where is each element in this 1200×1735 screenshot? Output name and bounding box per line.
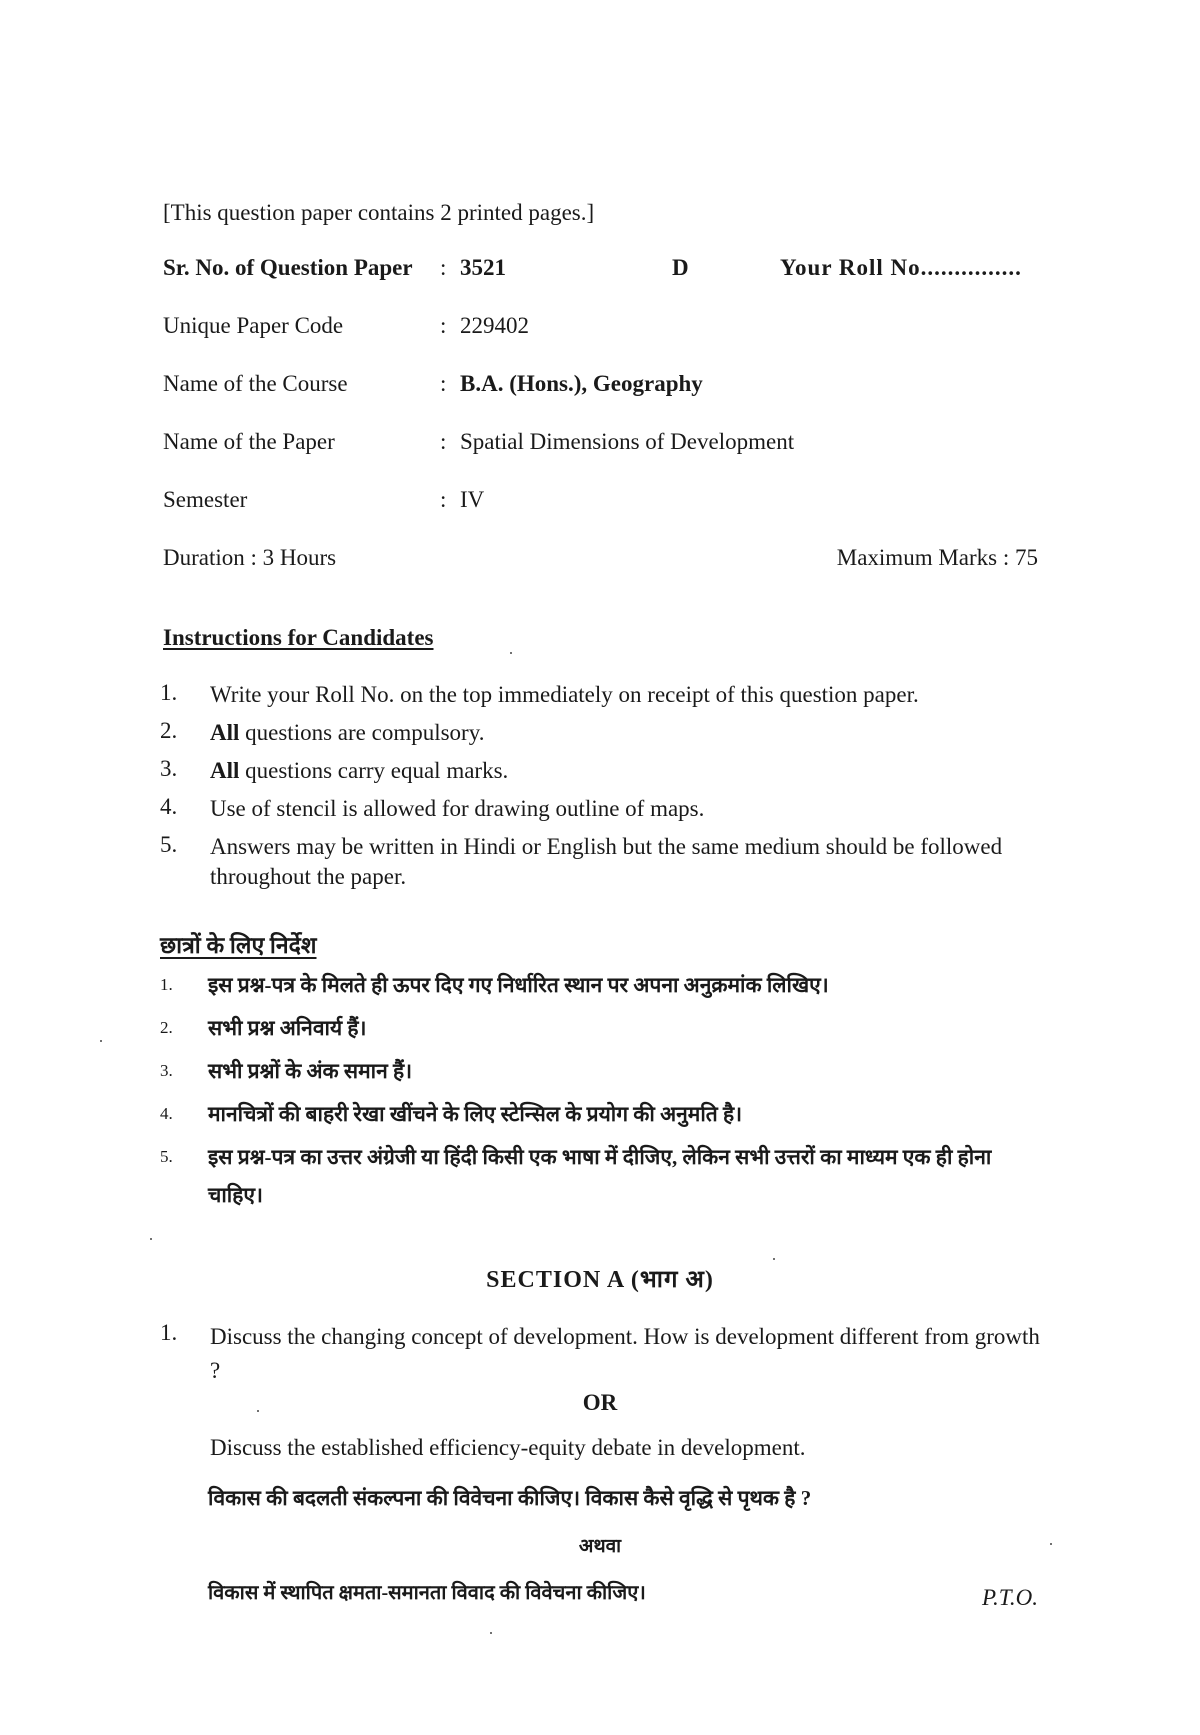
instruction-number-hi: 5.: [160, 1147, 173, 1166]
sr-no-label: Sr. No. of Question Paper: [163, 255, 413, 280]
instruction-number: 4.: [160, 794, 178, 819]
or-separator: OR: [582, 1390, 618, 1415]
instruction-number: 5.: [160, 832, 178, 857]
set-code: D: [672, 255, 689, 280]
colon: :: [440, 313, 447, 338]
semester-label: Semester: [163, 487, 248, 512]
or-separator-hi: अथवा: [578, 1536, 622, 1557]
instruction-number: 3.: [160, 756, 178, 781]
unique-code-value: 229402: [460, 313, 529, 338]
question-number: 1.: [160, 1320, 178, 1345]
instruction-rest: questions carry equal marks.: [239, 758, 509, 783]
scan-speck: [773, 1258, 775, 1260]
instructions-heading-en: Instructions for Candidates: [163, 625, 434, 650]
scan-speck: [490, 1632, 492, 1634]
scan-speck: [510, 652, 512, 654]
colon: :: [440, 429, 447, 454]
question-1-alternative: Discuss the established efficiency-equity debate in development.: [210, 1435, 806, 1460]
instructions-heading-hi: छात्रों के लिए निर्देश: [160, 933, 317, 958]
paper-value: Spatial Dimensions of Development: [460, 429, 795, 454]
course-value: B.A. (Hons.), Geography: [460, 371, 703, 396]
instruction-text-hi: मानचित्रों की बाहरी रेखा खींचने के लिए स्टेन्सिल के प्रयोग की अनुमति है।: [208, 1102, 743, 1126]
roll-no-field: Your Roll No...............: [780, 255, 1022, 280]
semester-value: IV: [460, 487, 485, 512]
instruction-text: [210, 756, 1040, 786]
scan-speck: [1050, 1543, 1052, 1545]
instruction-text: Write your Roll No. on the top immediately on receipt of this question paper.: [210, 682, 919, 707]
instruction-rest: questions are compulsory.: [239, 720, 485, 745]
question-1-text-hi: विकास की बदलती संकल्पना की विवेचना कीजिए। विकास कैसे वृद्धि से पृथक है ?: [208, 1486, 812, 1510]
instruction-text-hi: इस प्रश्न-पत्र का उत्तर अंग्रेजी या हिंदी किसी एक भाषा में दीजिए, लेकिन सभी उत्तरों का माध्यम एक ही होना चाहिए।: [208, 1145, 992, 1207]
instruction-number-hi: 4.: [160, 1104, 173, 1123]
instruction-emphasis: All: [210, 758, 240, 783]
scan-speck: [150, 1238, 152, 1240]
instruction-text: [210, 718, 1040, 748]
question-1-alternative-hi: विकास में स्थापित क्षमता-समानता विवाद की विवेचना कीजिए।: [208, 1582, 646, 1604]
scan-speck: [257, 1410, 259, 1412]
colon: :: [440, 487, 447, 512]
pto-marker: P.T.O.: [981, 1585, 1038, 1610]
instruction-text: Use of stencil is allowed for drawing outline of maps.: [210, 796, 705, 821]
instruction-text-hi: इस प्रश्न-पत्र के मिलते ही ऊपर दिए गए निर्धारित स्थान पर अपना अनुक्रमांक लिखिए।: [208, 973, 829, 997]
pages-note: [This question paper contains 2 printed pages.]: [163, 200, 595, 225]
sr-no-value: 3521: [460, 255, 506, 280]
instruction-number: 1.: [160, 680, 178, 705]
instruction-number-hi: 3.: [160, 1061, 173, 1080]
section-a-title: SECTION A (भाग अ): [486, 1267, 714, 1293]
instruction-number-hi: 1.: [160, 975, 173, 994]
colon: :: [440, 255, 447, 280]
instruction-emphasis: All: [210, 720, 240, 745]
question-1-text: Discuss the changing concept of development. How is development different from growth ?: [210, 1324, 1040, 1383]
course-label: Name of the Course: [163, 371, 348, 396]
scan-speck: [100, 1040, 102, 1042]
instruction-text-hi: सभी प्रश्नों के अंक समान हैं।: [208, 1059, 413, 1083]
instruction-text-hi: सभी प्रश्न अनिवार्य हैं।: [208, 1016, 367, 1040]
unique-code-label: Unique Paper Code: [163, 313, 344, 338]
duration: Duration : 3 Hours: [163, 545, 337, 570]
instruction-text: Answers may be written in Hindi or English but the same medium should be followed throughout the paper.: [210, 834, 1003, 889]
max-marks: Maximum Marks : 75: [836, 545, 1038, 570]
colon: :: [440, 371, 447, 396]
instruction-number: 2.: [160, 718, 178, 743]
instruction-number-hi: 2.: [160, 1018, 173, 1037]
paper-label: Name of the Paper: [163, 429, 335, 454]
